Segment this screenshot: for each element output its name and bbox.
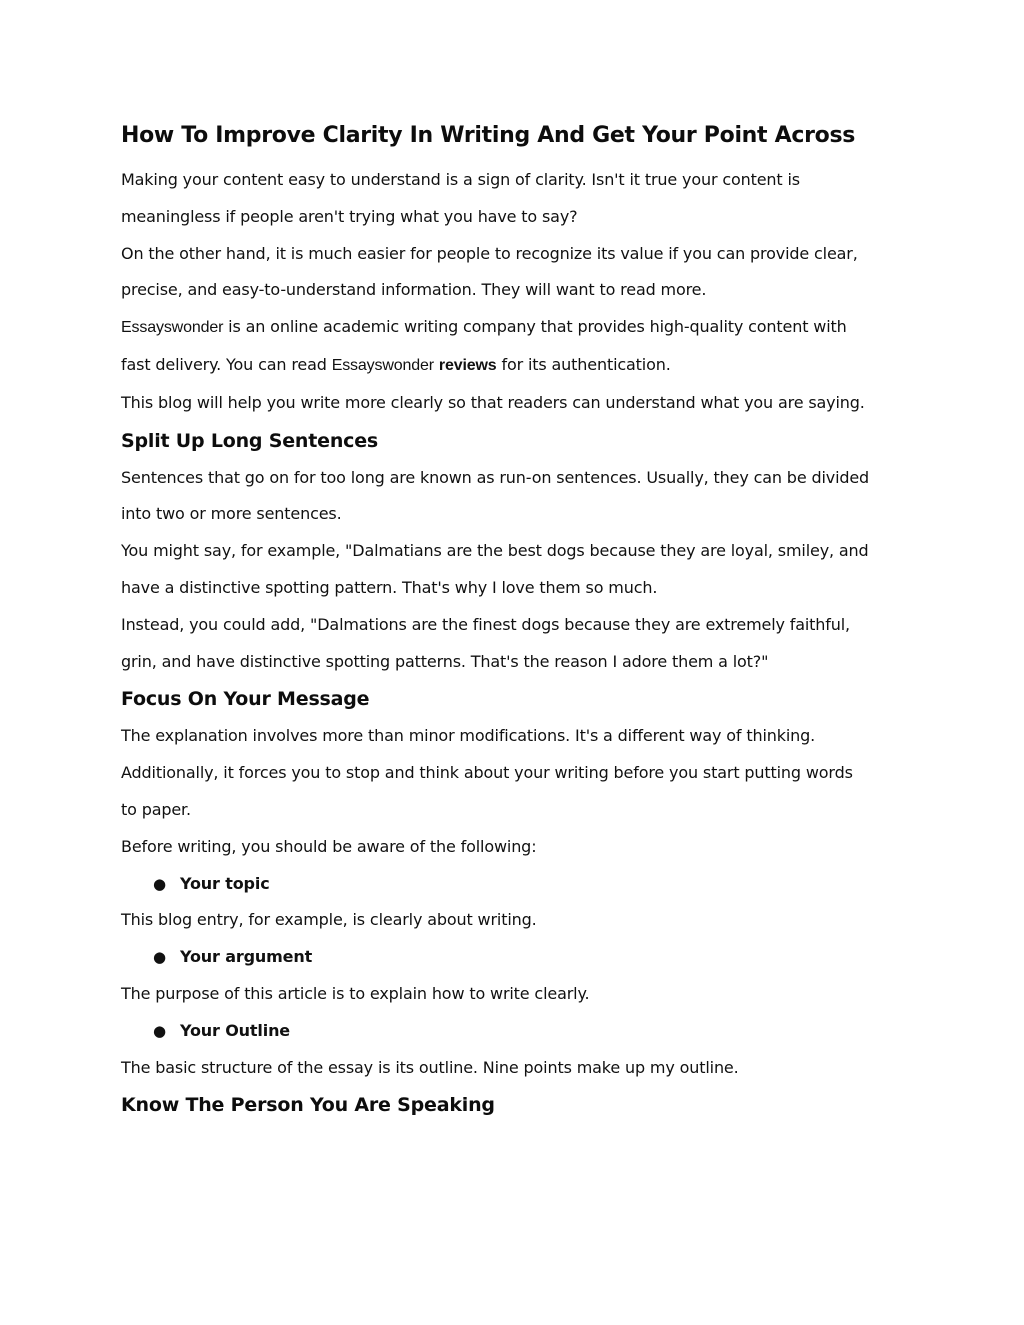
focus-paragraph-1-line-3: to paper. [121,799,191,819]
list-item-description: The basic structure of the essay is its outline. Nine points make up my outline. [121,1057,739,1077]
intro-paragraph-3-line-2 [121,347,901,385]
focus-list-3 [121,1013,901,1050]
list-item-label: Your Outline [180,1020,291,1040]
split-paragraph-2-line-1: You might say, for example, "Dalmatians are the best dogs because they are loyal, smiley, and [121,541,869,561]
intro-paragraph-1-line-1: Making your content easy to understand is a sign of clarity. Isn't it true your content is [121,170,800,189]
document-page [121,120,901,1124]
list-item-label: Your argument [180,947,313,967]
intro-paragraph-3-tail: for its authentication. [496,354,671,374]
split-paragraph-2-line-2: have a distinctive spotting pattern. That's why I love them so much. [121,577,658,597]
split-paragraph-1-line-2: into two or more sentences. [121,504,342,524]
focus-list-2 [121,939,901,976]
focus-list-1 [121,866,901,903]
reviews-link[interactable]: reviews [438,356,497,374]
bullet-icon: ● [153,948,166,967]
intro-paragraph-1-line-2: meaningless if people aren't trying what you have to say? [121,206,578,226]
list-item-label: Your topic [180,873,270,893]
bullet-icon: ● [153,874,166,893]
intro-paragraph-3-lead: fast delivery. You can read [121,354,332,374]
split-paragraph-3-line-2: grin, and have distinctive spotting patterns. That's the reason I adore them a lot?" [121,651,769,671]
section-heading-focus-message: Focus On Your Message [121,688,370,711]
split-paragraph-3-line-1: Instead, you could add, "Dalmations are the finest dogs because they are extremely faithful, [121,614,850,634]
intro-paragraph-3-line-1 [121,309,901,347]
list-item [121,939,901,976]
intro-paragraph-2-line-1: On the other hand, it is much easier for people to recognize its value if you can provide clear, [121,243,858,263]
focus-paragraph-1-line-2: Additionally, it forces you to stop and think about your writing before you start putting words [121,763,853,783]
section-heading-know-person: Know The Person You Are Speaking [121,1094,495,1117]
list-item [121,1013,901,1050]
focus-paragraph-2: Before writing, you should be aware of the following: [121,836,537,856]
intro-paragraph-2-line-2: precise, and easy-to-understand information. They will want to read more. [121,280,707,300]
intro-paragraph-3-text: is an online academic writing company that provides high-quality content with [223,317,847,337]
bullet-icon: ● [153,1021,166,1040]
intro-paragraph-4: This blog will help you write more clearly so that readers can understand what you are saying. [121,392,865,412]
list-item-description: The purpose of this article is to explain how to write clearly. [121,983,590,1003]
page-title: How To Improve Clarity In Writing And Get Your Point Across [121,123,856,148]
focus-paragraph-1-line-1: The explanation involves more than minor modifications. It's a different way of thinking. [121,726,816,746]
brand-name: Essayswonder [121,319,224,337]
split-paragraph-1-line-1: Sentences that go on for too long are known as run-on sentences. Usually, they can be divided [121,467,870,487]
list-item-description: This blog entry, for example, is clearly about writing. [121,910,537,930]
brand-name-2: Essayswonder [331,356,434,374]
section-heading-split-sentences: Split Up Long Sentences [121,429,379,452]
list-item [121,866,901,903]
